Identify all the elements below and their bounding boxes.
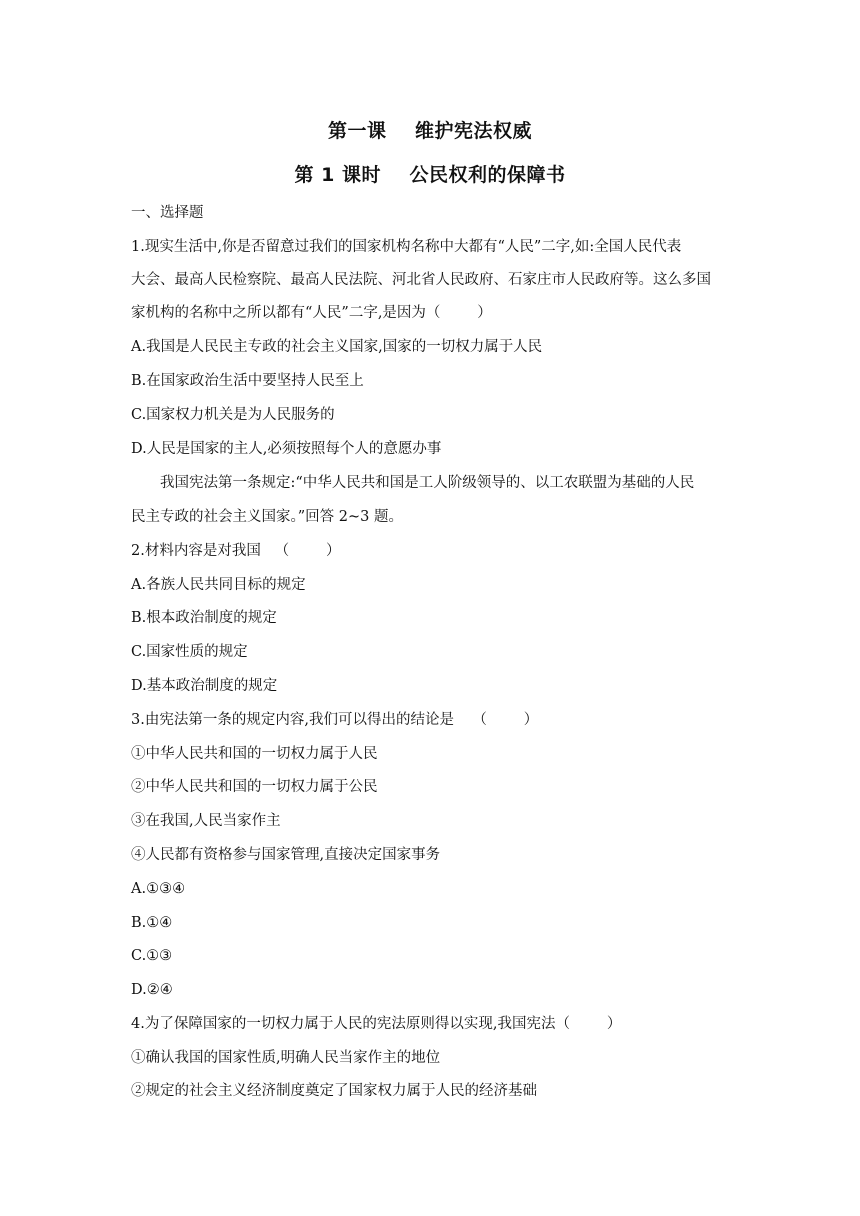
question-2-option-c: C.国家性质的规定 xyxy=(131,644,248,660)
question-1-line-3: 家机构的名称中之所以都有“人民”二字,是因为（ ） xyxy=(131,305,492,321)
question-2-stem: 2.材料内容是对我国 （ ） xyxy=(131,543,341,559)
material-line-1: 我国宪法第一条规定:“中华人民共和国是工人阶级领导的、以工农联盟为基础的人民 xyxy=(160,475,695,491)
question-1-option-b: B.在国家政治生活中要坚持人民至上 xyxy=(131,373,364,389)
question-4-stem: 4.为了保障国家的一切权力属于人民的宪法原则得以实现,我国宪法（ ） xyxy=(131,1016,622,1032)
question-1-option-d: D.人民是国家的主人,必须按照每个人的意愿办事 xyxy=(131,441,442,457)
question-3-item-2: ②中华人民共和国的一切权力属于公民 xyxy=(131,779,378,795)
question-4-item-1: ①确认我国的国家性质,明确人民当家作主的地位 xyxy=(131,1050,441,1066)
question-3-stem: 3.由宪法第一条的规定内容,我们可以得出的结论是 （ ） xyxy=(131,712,539,728)
question-3-item-3: ③在我国,人民当家作主 xyxy=(131,813,281,829)
question-1-line-2: 大会、最高人民检察院、最高人民法院、河北省人民政府、石家庄市人民政府等。这么多国 xyxy=(131,272,711,288)
question-1-option-c: C.国家权力机关是为人民服务的 xyxy=(131,407,335,423)
question-3-option-d: D.②④ xyxy=(131,982,173,998)
document-subtitle: 第 1 课时 公民权利的保障书 xyxy=(294,164,566,186)
question-2-option-b: B.根本政治制度的规定 xyxy=(131,610,277,626)
question-3-item-1: ①中华人民共和国的一切权力属于人民 xyxy=(131,746,378,762)
question-2-option-a: A.各族人民共同目标的规定 xyxy=(131,577,306,593)
document-title: 第一课 维护宪法权威 xyxy=(328,120,532,142)
question-1-option-a: A.我国是人民民主专政的社会主义国家,国家的一切权力属于人民 xyxy=(131,339,543,355)
question-3-option-a: A.①③④ xyxy=(131,881,186,897)
question-1-line-1: 1.现实生活中,你是否留意过我们的国家机构名称中大都有“人民”二字,如:全国人民代表 xyxy=(131,239,682,255)
question-3-option-c: C.①③ xyxy=(131,948,173,964)
question-3-option-b: B.①④ xyxy=(131,915,173,931)
question-2-option-d: D.基本政治制度的规定 xyxy=(131,678,278,694)
question-4-item-2: ②规定的社会主义经济制度奠定了国家权力属于人民的经济基础 xyxy=(131,1083,537,1099)
section-heading: 一、选择题 xyxy=(131,205,204,221)
material-line-2: 民主专政的社会主义国家。”回答 2~3 题。 xyxy=(131,509,403,525)
question-3-item-4: ④人民都有资格参与国家管理,直接决定国家事务 xyxy=(131,847,441,863)
